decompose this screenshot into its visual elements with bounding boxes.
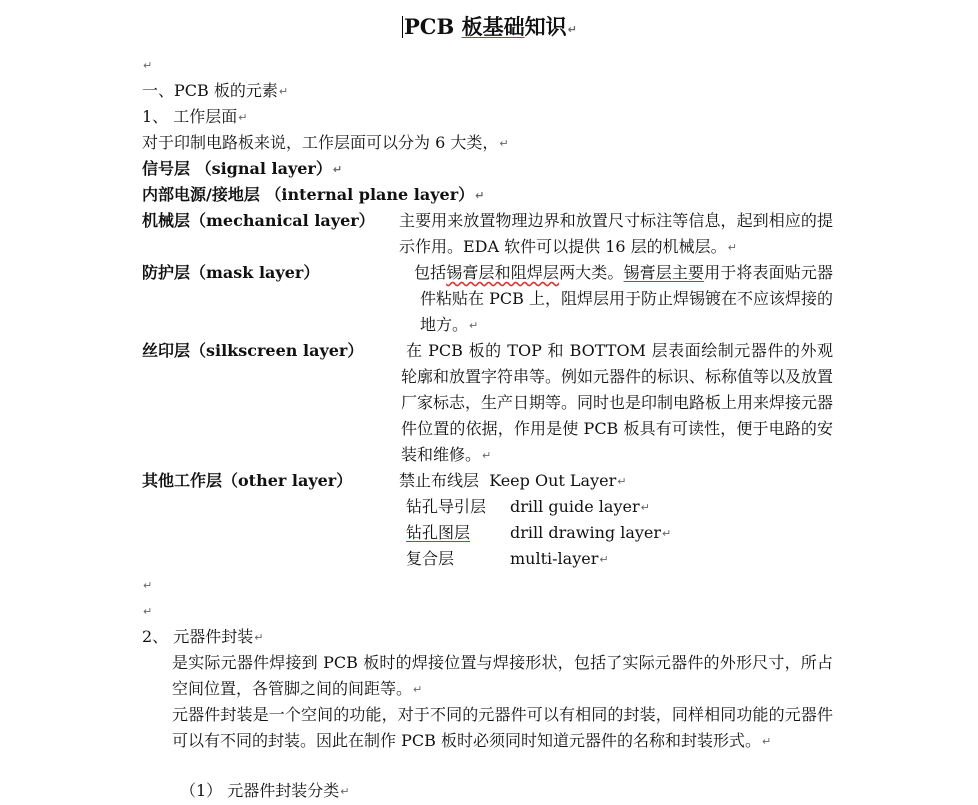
empty-paragraph xyxy=(142,52,152,79)
paragraph-mark-icon: ↵ xyxy=(761,735,772,748)
keep-out-layer-item: 禁止布线层 Keep Out Layer↵ xyxy=(399,471,627,490)
paragraph-mark-icon: ↵ xyxy=(567,23,577,36)
subsection-heading: 1、 工作层面↵ xyxy=(142,107,248,126)
list-item: （1） 元器件封装分类↵ xyxy=(180,781,350,800)
paragraph-mark-icon: ↵ xyxy=(662,527,672,540)
internal-plane-label: 内部电源/接地层 （internal plane layer）↵ xyxy=(142,185,485,204)
mask-layer-label: 防护层（mask layer） xyxy=(142,263,320,282)
silkscreen-layer-desc: 在 PCB 板的 TOP 和 BOTTOM 层表面绘制元器件的外观轮廓和放置字符串等。例如元器件的标识、标称值等以及放置厂家标志，生产日期等。同时也是印制电路板上用来焊接元器件位置的依据，作用是使 PCB 板具有可读性，便于电路的安装和维修。↵ xyxy=(401,341,834,464)
paragraph-mark-icon: ↵ xyxy=(469,319,479,332)
mechanical-layer-label: 机械层（mechanical layer） xyxy=(142,211,375,230)
paragraph-mark-icon: ↵ xyxy=(332,163,343,176)
paragraph-mark-icon: ↵ xyxy=(238,111,248,124)
paragraph-mark-icon: ↵ xyxy=(143,605,153,618)
paragraph-mark-icon: ↵ xyxy=(143,59,153,72)
section-heading: 一、PCB 板的元素↵ xyxy=(142,81,289,100)
drill-guide-layer-item: 钻孔导引层 drill guide layer↵ xyxy=(406,497,650,516)
other-layer-label: 其他工作层（other layer） xyxy=(142,471,353,490)
package-paragraph-1: 是实际元器件焊接到 PCB 板时的焊接位置与焊接形状，包括了实际元器件的外形尺寸，所占空间位置，各管脚之间的间距等。↵ xyxy=(172,653,833,698)
package-paragraph-2: 元器件封装是一个空间的功能，对于不同的元器件可以有相同的封装，同样相同功能的元器件可以有不同的封装。因此在制作 PCB 板时必须同时知道元器件的名称和封装形式。↵ xyxy=(172,705,833,750)
silkscreen-layer-label: 丝印层（silkscreen layer） xyxy=(142,341,364,360)
multi-layer-item: 复合层 multi-layer↵ xyxy=(406,549,609,568)
text-cursor xyxy=(402,16,403,38)
paragraph-mark-icon: ↵ xyxy=(254,631,264,644)
paragraph-mark-icon: ↵ xyxy=(475,189,485,202)
paragraph-mark-icon: ↵ xyxy=(640,501,650,514)
empty-paragraph xyxy=(142,572,152,599)
signal-layer-label: 信号层 （signal layer）↵ xyxy=(142,159,343,178)
document-title: PCB 板基础知识↵ xyxy=(404,14,577,39)
paragraph-mark-icon: ↵ xyxy=(340,785,350,798)
empty-paragraph xyxy=(142,598,152,625)
subsection-heading: 2、 元器件封装↵ xyxy=(142,627,264,646)
paragraph-mark-icon: ↵ xyxy=(727,241,737,254)
paragraph-mark-icon: ↵ xyxy=(278,85,289,98)
drill-drawing-layer-item: 钻孔图层 drill drawing layer↵ xyxy=(406,523,672,542)
paragraph-mark-icon: ↵ xyxy=(617,475,627,488)
intro-paragraph: 对于印制电路板来说，工作层面可以分为 6 大类，↵ xyxy=(142,133,509,152)
paragraph-mark-icon: ↵ xyxy=(413,683,423,696)
mechanical-layer-desc: 主要用来放置物理边界和放置尺寸标注等信息，起到相应的提示作用。EDA 软件可以提供 16 层的机械层。↵ xyxy=(399,211,833,256)
mask-layer-desc: 包括锡膏层和阻焊层两大类。锡膏层主要用于将表面贴元器件粘贴在 PCB 上，阻焊层用于防止焊锡镀在不应该焊接的地方。↵ xyxy=(414,263,833,334)
paragraph-mark-icon: ↵ xyxy=(143,579,153,592)
paragraph-mark-icon: ↵ xyxy=(599,553,609,566)
paragraph-mark-icon: ↵ xyxy=(482,449,492,462)
paragraph-mark-icon: ↵ xyxy=(499,137,509,150)
